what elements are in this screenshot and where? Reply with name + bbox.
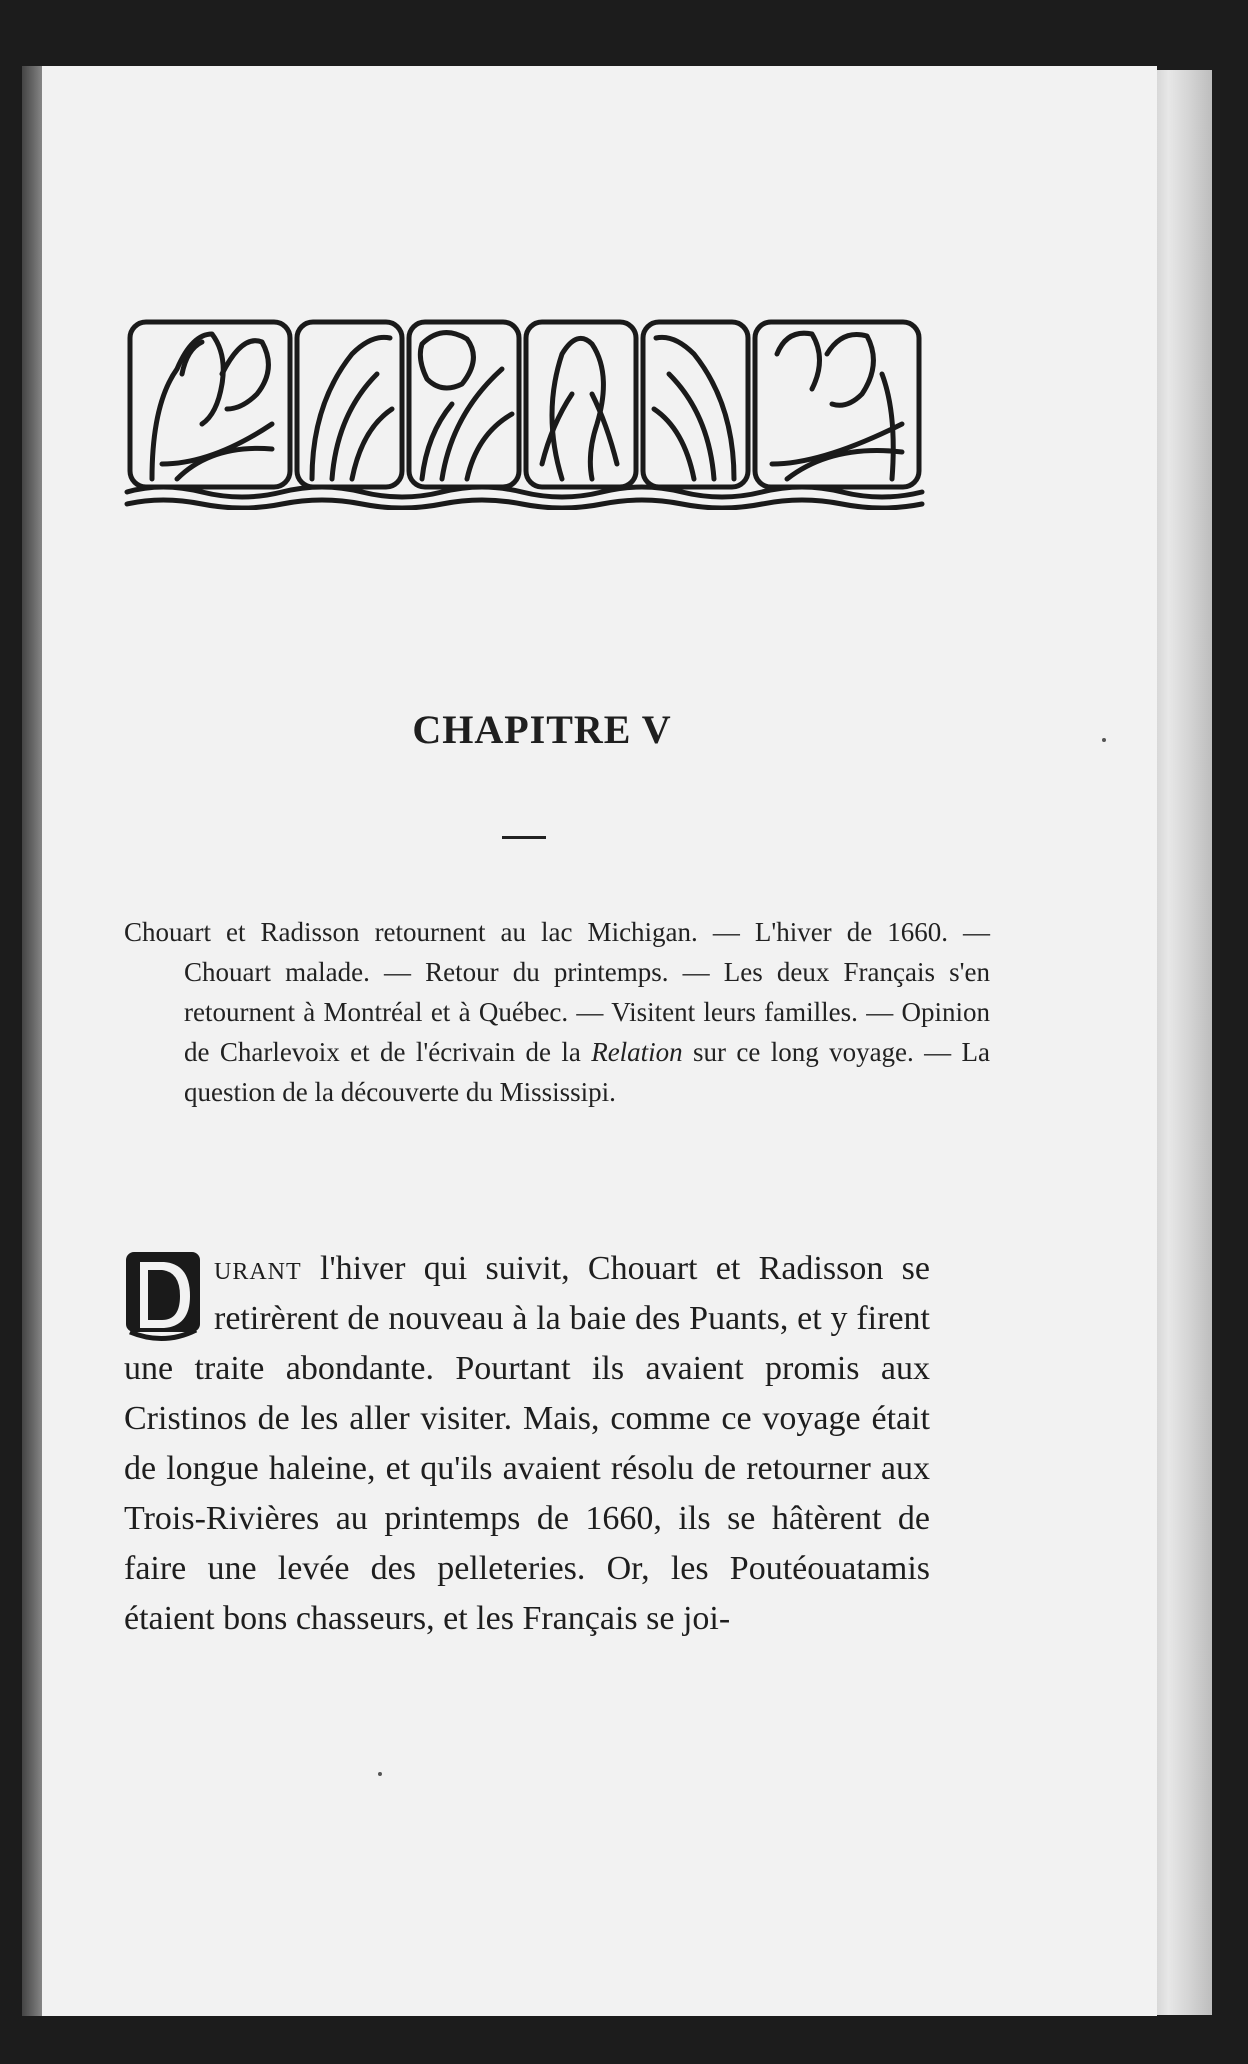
summary-italic-word: Relation: [591, 1037, 683, 1067]
book-page: [42, 66, 1157, 2016]
chapter-summary: [124, 912, 990, 1112]
dust-speck: [1102, 738, 1106, 742]
dropcap-letter-icon: [124, 1250, 202, 1342]
tulip-ornament-icon: [122, 314, 927, 510]
summary-text-a: Chouart et Radisson retournent au lac Michigan. — L'hiver de 1660. — Chouart malade. — Retour du printemps. — Les deux Français s'en retournent à Montréal et à Québec. — Visitent leurs familles. — Opinion de Charlevoix et de l'écrivain de la: [124, 917, 990, 1067]
body-text: l'hiver qui suivit, Chouart et Radisson se retirèrent de nouveau à la baie des Puants, et y firent une traite abondante. Pourtant ils avaient promis aux Cristinos de les aller visiter. Mais, comme ce voyage était de longue haleine, et qu'ils avaient résolu de retourner aux Trois-Rivières au printemps de 1660, ils se hâtèrent de faire une levée des pelleteries. Or, les Poutéouatamis étaient bons chasseurs, et les Français se joi-: [124, 1250, 930, 1637]
body-paragraph: [124, 1244, 930, 1644]
title-rule: [502, 836, 546, 839]
chapter-title: CHAPITRE V: [412, 707, 672, 752]
dust-speck: [378, 1772, 382, 1776]
lead-smallcaps: urant: [214, 1250, 302, 1287]
page-edge-stack: [1150, 70, 1212, 2015]
summary-text-b: sur ce long voyage. — La question de la découverte du Mississipi.: [184, 1037, 990, 1107]
dropcap-text: D: [124, 1250, 125, 1251]
